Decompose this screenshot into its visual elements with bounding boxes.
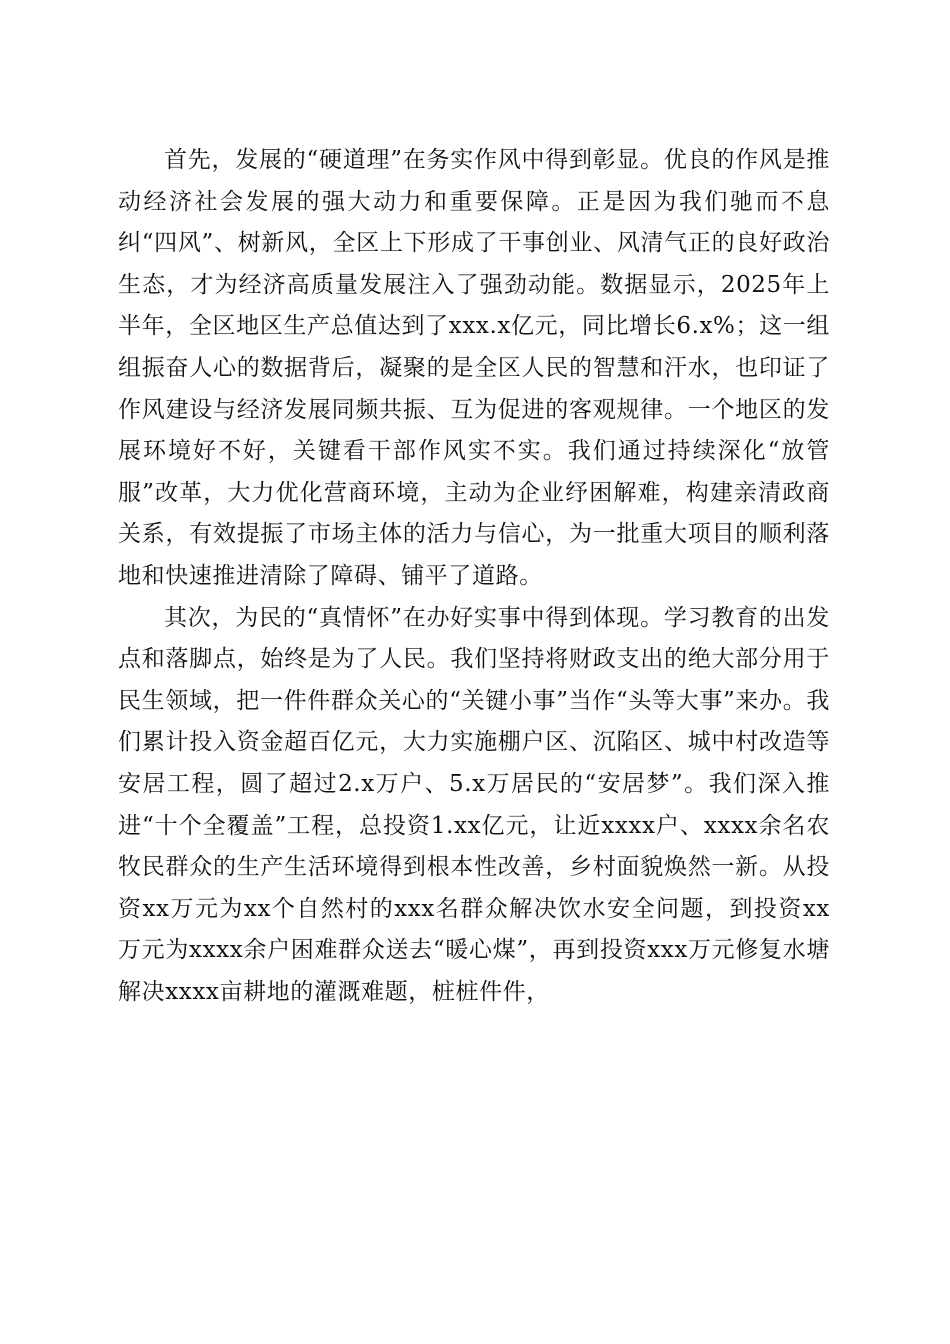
document-body: [118, 140, 830, 1013]
paragraph-economic-development: 首先，发展的“硬道理”在务实作风中得到彰显。优良的作风是推动经济社会发展的强大动力和重要保障。正是因为我们驰而不息纠“四风”、树新风，全区上下形成了干事创业、风清气正的良好政治生态，才为经济高质量发展注入了强劲动能。数据显示，2025年上半年，全区地区生产总值达到了xxx.x亿元，同比增长6.x%；这一组组振奋人心的数据背后，凝聚的是全区人民的智慧和汗水，也印证了作风建设与经济发展同频共振、互为促进的客观规律。一个地区的发展环境好不好，关键看干部作风实不实。我们通过持续深化“放管服”改革，大力优化营商环境，主动为企业纾困解难，构建亲清政商关系，有效提振了市场主体的活力与信心，为一批重大项目的顺利落地和快速推进清除了障碍、铺平了道路。: [118, 147, 830, 589]
paragraph-people-livelihood: 其次，为民的“真情怀”在办好实事中得到体现。学习教育的出发点和落脚点，始终是为了人民。我们坚持将财政支出的绝大部分用于民生领域，把一件件群众关心的“关键小事”当作“头等大事”来办。我们累计投入资金超百亿元，大力实施棚户区、沉陷区、城中村改造等安居工程，圆了超过2.x万户、5.x万居民的“安居梦”。我们深入推进“十个全覆盖”工程，总投资1.xx亿元，让近xxxx户、xxxx余名农牧民群众的生产生活环境得到根本性改善，乡村面貌焕然一新。从投资xx万元为xx个自然村的xxx名群众解决饮水安全问题，到投资xx万元为xxxx余户困难群众送去“暖心煤”，再到投资xxx万元修复水塘解决xxxx亩耕地的灌溉难题，桩桩件件，: [118, 604, 830, 1005]
